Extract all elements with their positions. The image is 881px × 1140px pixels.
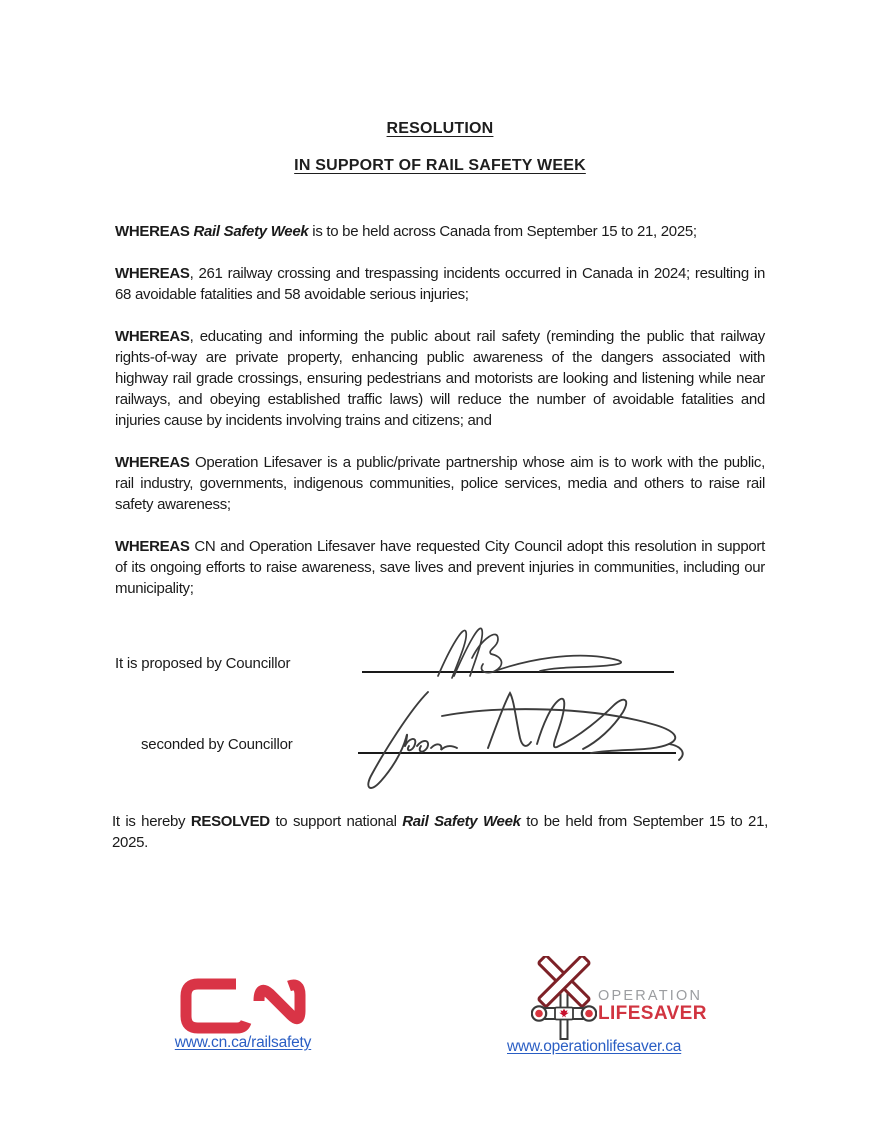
- whereas-paragraph-1: WHEREAS Rail Safety Week is to be held across Canada from September 15 to 21, 2025;: [115, 223, 697, 240]
- cn-logo: [179, 977, 307, 1035]
- operation-text: OPERATION: [598, 988, 703, 1004]
- document-body: [115, 120, 765, 599]
- cn-railsafety-link[interactable]: www.cn.ca/railsafety: [174, 1034, 312, 1051]
- resolved-paragraph: It is hereby RESOLVED to support national Rail Safety Week to be held from September 15 to 21, 2025.: [112, 813, 768, 851]
- operation-lifesaver-link[interactable]: www.operationlifesaver.ca: [507, 1038, 682, 1055]
- seconded-by-label: seconded by Councillor: [141, 736, 293, 753]
- whereas-paragraph-2: WHEREAS, 261 railway crossing and trespassing incidents occurred in Canada in 2024; resulting in 68 avoidable fatalities and 58 avoidable serious injuries;: [115, 265, 765, 303]
- whereas-paragraph-4: WHEREAS Operation Lifesaver is a public/private partnership whose aim is to work with the public, rail industry, governments, indigenous communities, police services, media and others to raise rail safety awareness;: [115, 454, 765, 513]
- document-subtitle: IN SUPPORT OF RAIL SAFETY WEEK: [294, 157, 586, 174]
- proposed-by-label: It is proposed by Councillor: [115, 655, 291, 672]
- seconded-signature: [350, 676, 690, 796]
- railway-crossbuck-icon: [531, 956, 597, 1042]
- whereas-paragraph-5: WHEREAS CN and Operation Lifesaver have requested City Council adopt this resolution in support of its ongoing efforts to raise awareness, save lives and prevent injuries in communities, including our municipality;: [115, 538, 765, 597]
- whereas-paragraph-3: WHEREAS, educating and informing the public about rail safety (reminding the public that railway rights-of-way are private property, enhancing public awareness of the dangers associated with highway rail grade crossings, ensuring pedestrians and motorists are looking and listening while near railways, and obeying established traffic laws) will reduce the number of avoidable fatalities and injuries cause by incidents involving trains and citizens; and: [115, 328, 765, 429]
- proposed-signature: [420, 616, 655, 680]
- document-title: RESOLUTION: [386, 120, 494, 137]
- lifesaver-text: LIFESAVER: [598, 1003, 707, 1024]
- operation-lifesaver-wordmark: [598, 989, 707, 1024]
